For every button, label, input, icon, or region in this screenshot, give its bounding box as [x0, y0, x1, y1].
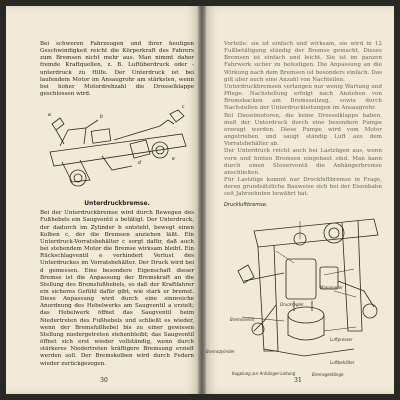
svg-text:e: e — [172, 156, 175, 163]
right-figure-title: Druckluftbremse. — [224, 202, 268, 209]
book-gutter — [198, 6, 206, 394]
svg-text:c: c — [182, 104, 185, 111]
label-luftbehaelter: Luftbehälter — [330, 360, 355, 365]
label-druckregler: Druckregler — [280, 302, 304, 307]
svg-text:b: b — [100, 114, 103, 121]
left-figure-caption: Unterdruckbremse. — [84, 200, 150, 208]
druckluftbremse-illustration — [224, 211, 382, 361]
left-page — [6, 6, 202, 394]
right-page-number: 31 — [294, 377, 302, 384]
label-bremsventil: Bremsventil — [230, 317, 254, 322]
label-bremsgestaenge: Bremsgestänge — [312, 372, 344, 377]
left-paragraph-1: Bei schweren Fahrzeugen und ihrer heutigen Geschwindigkeit reicht die Körperkraft des Fahrers zum Bremsen nicht mehr aus. Man nimmt daher fremde Kraftquellen, z. B. Luftüberdruck oder -unterdruck zu Hilfe. Der Unterdruck ist bei laufendem Motor im Ansaugrohr am stärksten, wenn bei hoher Motordrehzahl die Drosselklappe geschlossen wird. — [40, 41, 194, 98]
label-luftpresser: Luftpresser — [330, 337, 353, 342]
unterdruckbremse-illustration — [42, 100, 192, 198]
right-page — [202, 6, 394, 394]
right-paragraph-5: Für Lastzüge kommt nur Druckluftbremse in Frage, deren grundsätzliche Bauweise sich bei der Eisenbahn seit Jahrzehnten bewährt hat. — [224, 176, 382, 198]
label-bremszylinder: Bremszylinder — [206, 349, 235, 354]
svg-text:d: d — [138, 160, 141, 167]
right-paragraph-1: Vorteile: sie ist einfach und wirksam, sie wird in 12 Fußbetätigung ständig der Bremse gemacht. Dieses Bremsen ist einfach und leicht. Sie ist im ganzen Fahrwerk sicher zu befestigen. Die Anpassung an die Wirkung nach dem Bremsen ist besonders einfach. Das gilt aber auch eine Anzahl von Nachteilen. — [224, 41, 382, 83]
right-paragraph-3: Bei Dieselmotoren, die keine Drosselklappe haben, muß der Unterdruck durch eine besondere Pumpe erzeugt werden. Diese Pumpe wird vom Motor angetrieben und saugt ständig Luft aus dem Vorratsbehälter ab. — [224, 112, 382, 148]
right-paragraph-4: Der Unterdruck reicht auch bei Lastzügen aus, wenn vorn und hinten Bremsen eingebaut sind. Man kann durch einen Steuerventil die Anhängerbremse anschließen. — [224, 148, 382, 176]
svg-text:a: a — [48, 112, 51, 119]
label-manometer: Manometer — [320, 285, 343, 290]
right-paragraph-2: Unterdruckbremsen verlangen nur wenig Wartung und Pflege. Nachstellung erfolgt nach Anziehen von Bremsbacken am Bremsseilzug, sowie durch Nachstellen der Unterdruckleitungen im Ansaugrohr. — [224, 83, 382, 112]
left-page-number: 30 — [100, 377, 108, 384]
left-paragraph-2: Bei der Unterdruckbremse wird durch Bewegen des Fußhebels ein Saugventil a betätigt. Der Unterdruck, der dadurch im Zylinder b entsteht, bewegt einen Kolben c, der die Bremsen anziehen läßt. Ein Unterdruck-Vorratsbehälter c sorgt dafür, daß auch bei stehendem Motor die Bremse wirksam bleibt. Ein Rückschlagventil e verhindert Verlust des Unterdruckes im Vorratsbehälter. Der Druck wird bei d gemessen. Eine besondere Eigenschaft dieser Bremse ist die Anpassung der Bremskraft an die Stellung des Bremsfußhebels, so daß der Kraftfahrer ein sicheres Gefühl dafür gibt, wie stark er bremst. Diese Anpassung wird durch eine sinnreiche Anordnung des Hebelwerks am Saugventil a erzielt; das Hebelwerk öffnet das Saugventil beim Niedertreten des Fußhebels und schließt es wieder, wenn der Bremsfußhebel bis zu einer gewissen Stellung niedergetreten stehenbleibt; das Saugventil öffnet sich erst wieder vollständig, wenn durch stärkeres Niedertreten kräftigere Bremsung erzielt werden soll. Der Bremskolben wird durch Federn wieder zurückgezogen. — [40, 210, 194, 367]
right-figure-caption-bottom: Kupplung zur Anhänger-Leitung — [232, 371, 296, 376]
